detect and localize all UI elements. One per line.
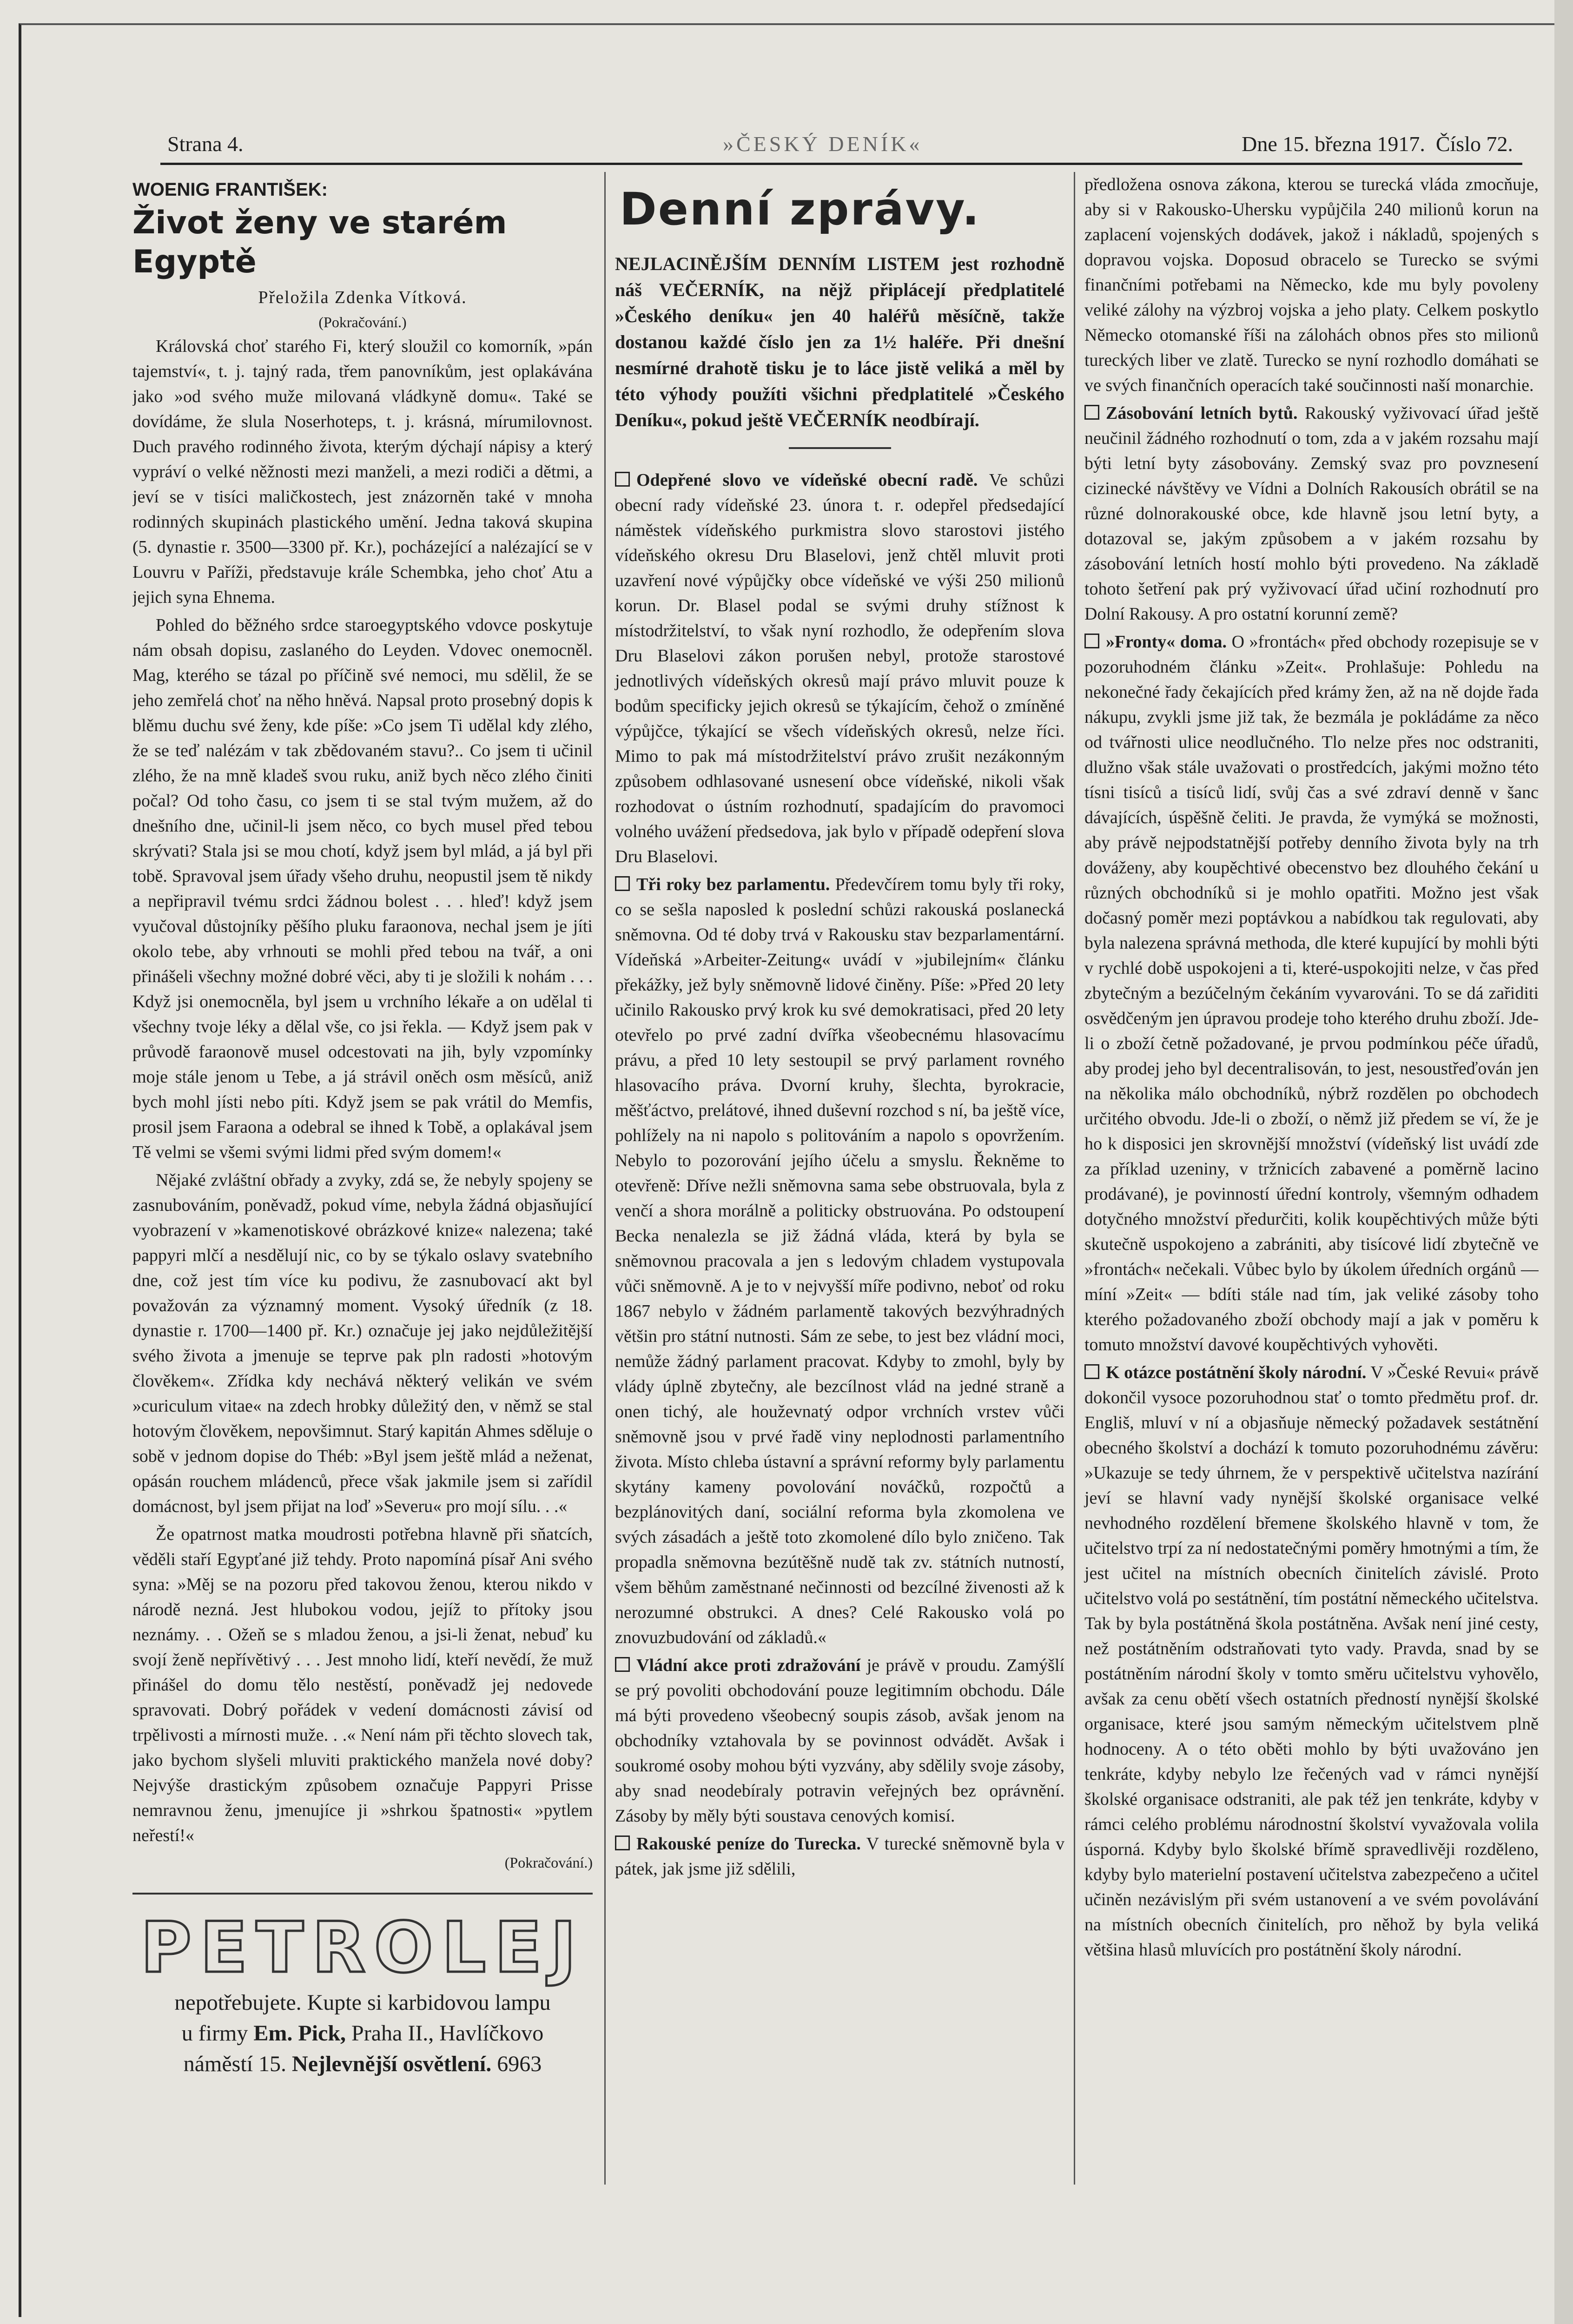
ad-firm: Em. Pick, xyxy=(253,2021,346,2046)
translator-line: Přeložila Zdenka Vítková. xyxy=(258,288,467,307)
news-item-text: V turecké sněmovně byla v pátek, jak jsme již sdělili, xyxy=(615,1834,1064,1879)
square-bullet-icon xyxy=(1084,1364,1099,1379)
ad-line-1: nepotřebujete. Kupte si karbidovou lampu xyxy=(174,1990,551,2015)
lead-notice: NEJLACINĚJŠÍM DENNÍM LISTEM jest rozhodně náš VEČERNÍK, na nějž připlácejí předplatitelé »Českého deníku« jen 40 haléřů měsíčně, takže dostanou každé číslo jen za 1½ haléře. Při dnešní nesmírné drahotě tisku je to láce jistě veliká a měl by této výhody použíti všichni předplatitelé »Českého Deníku«, pokud ještě VEČERNÍK neodbírají. xyxy=(615,253,1064,430)
news-item-head: Vládní akce proti zdražování xyxy=(636,1656,861,1675)
square-bullet-icon xyxy=(1084,634,1099,648)
column-right xyxy=(1074,172,1539,2185)
square-bullet-icon xyxy=(615,1835,630,1850)
continued-text: předložena osnova zákona, kterou se turecká vláda zmocňuje, aby si v Rakousko-Uhersku vypůjčila 240 milionů korun na zaplacení vojenských dodávek, jakož i nákladů, spojených s dopravou vojska. Doposud obracelo se Turecko se svými finančními potřebami na Německo, kde mu byly povoleny veliké zálohy na výzbroj vojska a jeho platy. Celkem poskytlo Německo otomanské říši na zálohách obnos přes sto milionů tureckých liber ve zlatě. Turecko se nyní rozhodlo domáhati se ve svých finančních operacích také součinnosti naší monarchie. xyxy=(1084,175,1539,395)
issue-date xyxy=(1242,125,1513,163)
news-item-text: Ve schůzi obecní rady vídeňské 23. února t. r. odepřel předsedající náměstek vídeňského purkmistra slovo starostovi jistého vídeňského okresu Dru Blaselovi, jenž chtěl mluvit proti uzavření nové výpůjčky obce vídeňské ve výši 250 milionů korun. Dr. Blasel podal se svými druhy stížnost k místodržitelství, to však nyní rozhodlo, že odepřením slova Dru Blaselovi zákon porušen nebyl, protože starostové jednotlivých vídeňských okresů mají právo mluvit pouze k bodům specificky jejich okresů se týkajícím, čehož o zmíněné výpůjčce, týkající se všech vídeňských okresů, nelze říci. Mimo to pak má místodržitelství právo zrušit nezákonným způsobem odhlasované usnesení obce vídeňské, nikoli však rozhodovat o ústním rozhodnutí, spadajícím do pravomoci volného uvážení předsedova, jak bylo v případě odepření slova Dru Blaselovi. xyxy=(615,470,1064,866)
square-bullet-icon xyxy=(615,1657,630,1672)
news-item-text: Předevčírem tomu byly tři roky, co se sešla naposled k poslední schůzi rakouská poslanecká sněmovna. Od té doby trvá v Rakousku stav bezparlamentární. Vídeňská »Arbeiter-Zeitung« uvádí v »jubilejním« článku překážky, jež byly sněmovně lidové činěny. Píše: »Před 20 lety učinilo Rakousko prvý krok ku své demokratisaci, před 20 lety otevřelo po prvé zadní dvířka všeobecnému hlasovacímu právu, a před 10 lety sestoupil se prvý parlament rovného hlasovacího práva. Dvorní kruhy, šlechta, byrokracie, měšťáctvo, prelátové, ihned duševní rozchod s ní, ba ještě více, pohlížely na ni napolo s politováním a napolo s opovržením. Nebylo to pozorování jejího účelu a smyslu. Řekněme to otevřeně: Dříve nežli sněmovna sama sebe obstruovala, byla z venčí a shora morálně a politicky obstruována. Po odstoupení Becka nenalezla se již žádná vláda, která by byla se sněmovnou pracovala a jen s ledovým chladem vystupovala vůči sněmovně. A je to v nejvyšší míře podivno, neboť od roku 1867 nebylo v žádném parlamentě takových bezvýhradných většin pro státní nutnosti. Sám ze sebe, to jest bez vládní moci, nemůže žádný parlament pracovat. Kdyby to zmohl, byly by vlády úplně zbytečny, ale bezcílnost vlád na jedné straně a onen tichý, ale houževnatý odpor vrchních vrstev vůči sněmovně jsou v prvé řadě viny neplodnosti parlamentního života. Místo chleba ústavní a správní reformy byly parlamentu skytány kameny povolování nováčků, rozpočtů a bezplánovitých daní, sociální reforma byla zkomolena ve svých zásadách a ještě toto zkomolené dílo bylo zničeno. Tak propadla sněmovna bezútěšně nudě tak zv. státních nutností, všem běhům zaměstnané nečinnosti od bezcílné živenosti až k nerozumné obstrukci. A dnes? Celé Rakousko volá po znovuzbudování od základů.« xyxy=(615,875,1064,1647)
square-bullet-icon xyxy=(1084,405,1099,420)
date-text: Dne 15. března 1917. xyxy=(1242,132,1425,156)
divider-rule xyxy=(789,447,891,449)
news-item xyxy=(1084,401,1539,627)
ad-line-2b: Praha II., Havlíčkovo xyxy=(346,2021,544,2046)
news-item-text: je právě v proudu. Zamýšlí se prý povoliti obchodování pouze legitimním obchodu. Dále má býti provedeno všeobecný soupis zásob, avšak jenom na obchodníky vztahovala by se povinnost odvádět. Avšak i soukromé osoby mohou býti vyzvány, aby sdělily svoje zásoby, aby snad neodebíraly potravin veřejných bez oprávnění. Zásoby by měly býti soustava cenových komisí. xyxy=(615,1656,1064,1826)
article-paragraph: Pohled do běžného srdce staroegyptského vdovce poskytuje nám obsah dopisu, zaslaného do Leyden. Vdovec onemocněl. Mag, kterého se tázal po příčině své nemoci, mu sdělil, že se jeho zemřelá choť na něho hněvá. Napsal proto prosebný dopis k blěmu duchu své ženy, kde píše: »Co jsem Ti udělal kdy zlého, že se teď nalézám v tak zbědovaném stavu?.. Co jsem ti učinil zlého, že na mně kladeš svou ruku, aniž bych něco zlého činiti počal? Od toho času, co jsem ti se stal tvým mužem, až do dnešního dne, učinil-li jsem něco, co bych musel před tebou skrývati? Stala jsi se mou chotí, když jsem byl mlád, a já byl při tobě. Spravoval jsem úřady všeho druhu, neopustil jsem tě nikdy a nepřipravil tvému srdci žádnou bolest . . . hleď! když jsem vyučoval důstojníky pěšího pluku faraonova, nechal jsem je jíti okolo tebe, aby vrhnouti se mohli před tebou na tvář, a oni přinášeli všechny možné dobré věci, aby ti je složili k nohám . . . Když jsi onemocněla, byl jsem u vrchního lékaře a on udělal ti všechny tvoje léky a dělal vše, co jsi řekla. — Když jsem pak v průvodě faraonově musel odcestovati na jih, byly vzpomínky moje stále jenom u Tebe, a já strávil oněch osm měsíců, aniž bych mohl jísti nebo píti. Když jsem se pak vrátil do Memfis, prosil jsem Faraona a odebral se ihned k Tobě, a oplakával jsem Tě velmi se všemi svými lidmi před svým domem!« xyxy=(132,615,593,1162)
news-item xyxy=(615,872,1064,1650)
news-item-text: O »frontách« před obchody rozepisuje se v pozoruhodném článku »Zeit«. Prohlašuje: Pohledu na nekonečné řady čekajících před krámy žen, až na ně dojde řada nákupu, zvykli jsme již tak, že bezmála je pokládáme za něco od tvářnosti ulice neodlučného. Tlo nelze přes noc odstraniti, dlužno však stále uvažovati o prostředcích, jakými možno této tísni tisíců a tisíců lidí, svůj čas a své zdraví denně v šanc dávajících, úspěšně čeliti. Je pravda, že vymýká se možnosti, aby právě nejpodstatnější potřeby denního života byly na trh dováženy, aby koupěchtivé obecenstvo bez dlouhého čekání u různých obchodníků si je mohlo opatřiti. Možno jest však dočasný poměr mezi poptávkou a nabídkou tak regulovati, aby byla nalezena správná methoda, dle které kupující by mohli býti v rychlé době uspokojeni a ti, které-uspokojiti nelze, v čas před zbytečným a bezúčelným čekáním vyvarováni. To se dá zařiditi osvědčeným jen úpravou prodeje toho kterého druhu zboží. Jde-li o zboží četně požadované, je prvou podmínkou péče úřadů, aby prodej jeho byl decentralisován, to jest, nesoustřeďován jen na několika málo obchodníků, nýbrž rozdělen po obchodech určitého obvodu. Jde-li o zboží, o němž již předem se ví, že je ho k disposici jen skrovnější množství (vídeňský list uvádí zde za příklad uzeniny, v tržnicích zabavené a poměrně lacino prodávané), je povinností úřední kontroly, všemným odhadem dotyčného množství předurčiti, kolik koupěchtivých může býti skutečně uspokojeno a zabrániti, aby tisícové lidí zbytečně ve »frontách« nečekali. Vůbec bylo by úkolem úředních orgánů — míní »Zeit« — bdíti stále nad tím, jak veliké zásoby toho kterého požadovaného zboží obchody mají a jak v poměru k tomuto množství davové koupěchtivých vyhověti. xyxy=(1084,632,1539,1354)
section-title: Denní zprávy. xyxy=(620,183,981,235)
news-item xyxy=(1084,629,1539,1357)
column-middle xyxy=(604,172,1064,2185)
ad-line-3 xyxy=(132,2049,593,2080)
ad-code: 6963 xyxy=(491,2052,542,2076)
square-bullet-icon xyxy=(615,876,630,891)
page-number: Strana 4. xyxy=(167,132,244,156)
news-item-head: Zásobování letních bytů. xyxy=(1106,403,1298,423)
square-bullet-icon xyxy=(615,472,630,487)
news-item-head: Rakouské peníze do Turecka. xyxy=(636,1834,861,1854)
article-paragraph: Že opatrnost matka moudrosti potřebna hlavně při sňatcích, věděli staří Egypťané již tehdy. Proto napomíná písař Ani svého syna: »Měj se na pozoru před takovou ženou, kterou nikdo v národě nezná. Jest hlubokou vodou, jejíž to přítoky jsou neznámy. . . Ožeň se s mladou ženou, a jsi-li ženat, nebuď ku svojí ženě nepřívětivý . . . Jest mnoho lidí, kteří nevědí, že muž přinášel do domu tělo nestěstí, poněvadž jej nedovede spravovati. Dobrý pořádek v vedení domácnosti závisí od trpělivosti a mírnosti muže. . .« Není nám při těchto slovech tak, jako bychom slyšeli mluviti praktického manžela nové doby? Nejvýše drastickým způsobem označuje Pappyri Prisse nemravnou ženu, jmenujíce ji »shrkou špatnosti« »pytlem neřestí!« xyxy=(132,1525,593,1845)
news-item xyxy=(615,1653,1064,1829)
page-header xyxy=(160,125,1522,165)
ad-slogan: Nejlevnější osvětlení. xyxy=(292,2052,492,2076)
news-item-text: V »České Revui« právě dokončil vysoce pozoruhodnou stať o tomto předmětu prof. dr. Engliš, mluví v ní a objasňuje německý požadavek sestátnění obecného školství a dochází k tomuto pozoruhodnému závěru: »Ukazuje se tedy úhrnem, že v perspektivě učitelstva nazírání jeví se hlavní vady nynější školské organisace velké nevhodného rozdělení břemene školského hlavně v tom, že učitelstvo trpí za ní nedostatečnými poměry hmotnými a tím, že jest učitel na místních obecních činitelích závislé. Proto učitelstvo volá po sestátnění, tím postátní německého učitelstva. Tak by byla postátněná škola postátněna. Avšak není jiné cesty, než postátněním odstraňovati tyto vady. Pravda, snad by se postátněním národní školy v tomto směru učitelstvu vyhovělo, avšak za cenu obětí všech ostatních předností nynější školské organisace, které jsou samým německým učitelstvem plně hodnoceny. A o této oběti mohlo by býti uvažováno jen tenkráte, kdyby nebylo lze řečených vad v rámci nynější školské organisace odstraniti, ale pak též jen tenkráte, kdyby v rámci celého problému národnostní školství vyvažovala volila úsporná. Kdyby bylo školské břímě spravedlivěji rozděleno, kdyby bylo materielní postavení učitelstva zabezpečeno a učitel učiněn nezávislým při svém ustanovení a ve svém povolávání na místních obecních činitelích, pro něhož by byla veliká většina hlasů mluvících pro postátnění školy národní. xyxy=(1084,1363,1539,1960)
news-item-head: K otázce postátnění školy národní. xyxy=(1106,1363,1367,1382)
news-item-text: Rakouský vyživovací úřad ještě neučinil žádného rozhodnutí o tom, zda a v jakém rozsahu mají býti letní byty zásobovány. Zemský svaz pro povznesení cizinecké návštěvy ve Vídni a Dolních Rakousích obrátil se na různé dolnorakouské obce, kde hlavně jsou letní byty, a dotazoval se, jakým způsobem a v jakém rozsahu by zásobování letních hostí mohlo býti provedeno. Na základě tohoto šetření pak prý vyživovací úřad učiní rozhodnutí pro Dolní Rakousy. A pro ostatní korunní země? xyxy=(1084,403,1539,624)
ad-line-2a: u firmy xyxy=(181,2021,254,2046)
news-item xyxy=(615,1831,1064,1882)
news-item-head: Odepřené slovo ve vídeňské obecní radě. xyxy=(636,470,978,490)
continued-note: (Pokračování.) xyxy=(318,314,407,330)
ad-headline: PETROLEJ xyxy=(140,1908,585,1988)
newspaper-name: »ČESKÝ DENÍK« xyxy=(723,132,923,156)
continued-note-end: (Pokračování.) xyxy=(504,1854,593,1871)
ad-line-3a: náměstí 15. xyxy=(183,2052,292,2076)
article-paragraph: Královská choť starého Fi, který sloužil co komorník, »pán tajemství«, t. j. tajný rada, třem panovníkům, jest oplakávána jako »od svého muže milovaná vládkyně domu«. Také se dovídáme, že slula Noserhoteps, t. j. krásná, mírumilovnost. Duch pravého rodinného života, kterým dýchají nápisy a který vypráví o velké něžnosti mezi manželi, a mezi rodiči a dětmi, a jeví se v tisíci maličkostech, jest znázorněn také v mnoha rodinných skupinách plastického umění. Jedna taková skupina (5. dynastie r. 3500—3300 př. Kr.), pocházející a nalézající se v Louvru v Paříži, představuje krále Schembka, jeho choť Atu a jejich syna Ehnema. xyxy=(132,337,593,607)
article-title: Život ženy ve starém Egyptě xyxy=(132,205,507,280)
page-edge xyxy=(1554,0,1573,2324)
news-item-head: »Fronty« doma. xyxy=(1106,632,1227,652)
ad-line-2 xyxy=(132,2018,593,2049)
column-left xyxy=(132,172,593,2185)
news-item-head: Tři roky bez parlamentu. xyxy=(636,875,830,894)
article-paragraph: Nějaké zvláštní obřady a zvyky, zdá se, že nebyly spojeny se zasnubováním, poněvadž, pokud víme, nebyla žádná objasňující vyobrazení v »kamenotiskové obrázkové knize« nalezena; také pappyri mlčí a nesdělují nic, co by se týkalo oslavy svatebního dne, což jest tím více ku podivu, že zasnubovací akt byl považován za významný moment. Vysoký úředník (z 18. dynastie r. 1700—1400 př. Kr.) označuje jej jako nejdůležitější svého života a jmenuje se teprve pak pln radosti »hotovým člověkem«. Zřídka kdy nechává některý velikán ve svém »curiculum vitae« na zdech hrobky důležitý den, v němž se stal hotovým člověkem, nepovšimnut. Starý kapitán Ahmes sděluje o sobě v jednom dopise do Théb: »Byl jsem ještě mlád a neženat, opásán rouchem mládenců, přece však jakmile jsem si zařídil domácnost, byl jsem přijat na loď »Severu« pro mojí sílu. . .« xyxy=(132,1170,593,1516)
news-item xyxy=(615,468,1064,869)
article-author: WOENIG FRANTIŠEK: xyxy=(132,179,328,200)
issue-number: Číslo 72. xyxy=(1435,132,1513,156)
news-item xyxy=(1084,1360,1539,1962)
advertisement xyxy=(132,1893,593,2080)
